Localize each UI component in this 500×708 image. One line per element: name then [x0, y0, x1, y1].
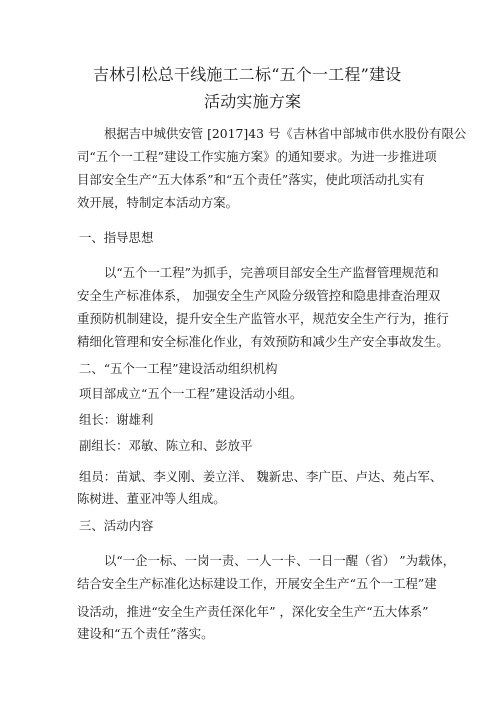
- team-members-line: 陈树进、董亚冲等人组成。: [77, 491, 226, 506]
- paragraph-line: 项目部成立“五个一工程”建设活动小组。: [79, 386, 303, 401]
- deputy-leaders: 副组长：邓敏、陈立和、彭放平: [79, 438, 253, 453]
- team-leader: 组长：谢雄利: [79, 412, 154, 427]
- paragraph-line: 设活动，推进“安全生产责任深化年” ，深化安全生产“五大体系”: [77, 604, 429, 619]
- paragraph-line: 精细化管理和安全标准化作业，有效预防和减少生产安全事故发生。: [77, 334, 449, 349]
- paragraph-line: 建设和“五个责任”落实。: [77, 626, 214, 641]
- intro-line: 根据吉中城供安管 [2017]43 号《吉林省中部城市供水股份有限公: [104, 126, 467, 141]
- paragraph-line: 以“一企一标、一岗一责、一人一卡、一日一醒（省） ”为载体，: [104, 553, 456, 568]
- paragraph-line: 重预防机制建设，提升安全生产监管水平，规范安全生产行为，推行: [77, 311, 449, 326]
- document-title-line-1: 吉林引松总干线施工二标“五个一工程”建设: [93, 65, 402, 84]
- intro-line: 司“五个一工程”建设工作实施方案》的通知要求。为进一步推进项: [77, 149, 437, 164]
- paragraph-line: 以“五个一工程”为抓手，完善项目部安全生产监督管理规范和: [104, 265, 439, 280]
- section-heading-activity-content: 三、活动内容: [79, 518, 154, 533]
- document-title-line-2: 活动实施方案: [204, 92, 302, 111]
- paragraph-line: 安全生产标准体系， 加强安全生产风险分级管控和隐患排查治理双: [77, 288, 441, 303]
- paragraph-line: 结合安全生产标准化达标建设工作，开展安全生产“五个一工程”建: [77, 576, 437, 591]
- section-heading-guiding-ideology: 一、指导思想: [79, 230, 154, 245]
- intro-line: 目部安全生产“五大体系”和“五个责任”落实，使此项活动扎实有: [77, 172, 425, 187]
- section-heading-organization: 二、“五个一工程”建设活动组织机构: [79, 361, 278, 376]
- intro-line: 效开展，特制定本活动方案。: [77, 195, 239, 210]
- team-members-line: 组员：苗斌、李义刚、姜立洋、 魏新忠、李广臣、卢达、苑占军、: [79, 469, 443, 484]
